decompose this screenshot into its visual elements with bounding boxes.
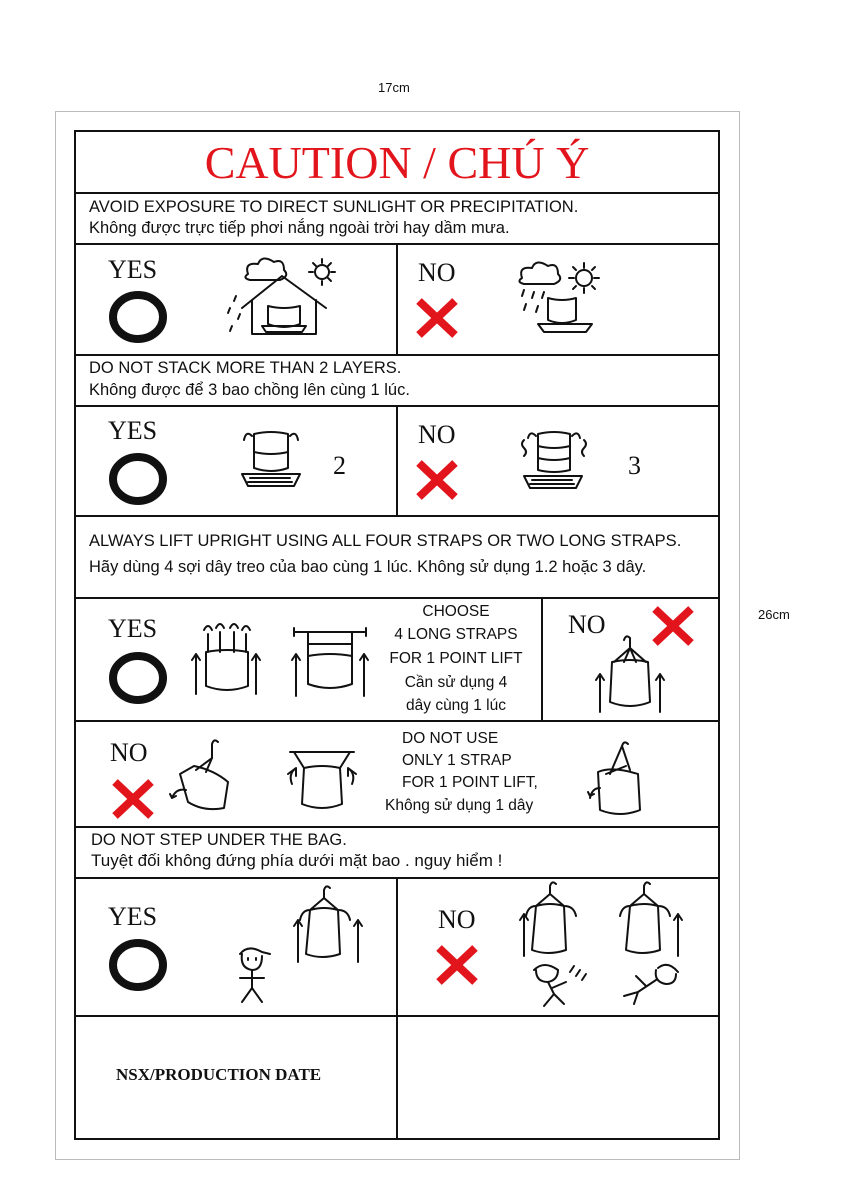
row-divider <box>74 597 720 599</box>
no-cross-icon <box>110 777 156 821</box>
width-dimension-label: 17cm <box>378 80 410 95</box>
row-divider <box>74 192 720 194</box>
lift-text-en: ALWAYS LIFT UPRIGHT USING ALL FOUR STRAPS OR TWO LONG STRAPS. <box>89 532 682 550</box>
two-long-strap-lift-icon <box>288 620 372 700</box>
bag-in-rain-sun-icon <box>516 260 606 336</box>
choose-line: 4 LONG STRAPS <box>394 626 518 643</box>
column-divider <box>396 243 398 354</box>
exposure-text-vi: Không được trực tiếp phơi nắng ngoài trời hay dầm mưa. <box>89 219 510 237</box>
bag-under-roof-icon <box>218 256 343 338</box>
yes-circle-icon <box>108 452 168 506</box>
column-divider <box>541 597 543 720</box>
yes-circle-icon <box>108 651 168 705</box>
step-text-en: DO NOT STEP UNDER THE BAG. <box>91 831 347 849</box>
column-divider <box>396 405 398 515</box>
worker-icon <box>232 944 272 1006</box>
four-strap-lift-icon <box>190 618 262 700</box>
no-cross-icon <box>414 458 460 502</box>
no-cross-icon <box>414 296 460 340</box>
no-label: NO <box>418 258 456 287</box>
yes-circle-icon <box>108 290 168 344</box>
no-single-strap-line: Không sử dụng 1 dây <box>385 797 534 814</box>
four-strap-lift-icon <box>516 880 594 960</box>
no-cross-icon <box>434 943 480 987</box>
stack-yes-count: 2 <box>333 451 346 480</box>
production-date-label: NSX/PRODUCTION DATE <box>116 1065 322 1084</box>
caution-title: CAUTION / CHÚ Ý <box>204 137 590 188</box>
one-strap-lift-icon <box>166 738 242 816</box>
yes-label: YES <box>108 416 158 445</box>
no-single-strap-line: FOR 1 POINT LIFT, <box>402 774 538 791</box>
worker-icon <box>618 960 684 1008</box>
yes-circle-icon <box>108 938 168 992</box>
lift-text-vi: Hãy dùng 4 sợi dây treo của bao cùng 1 lúc. Không sử dụng 1.2 hoặc 3 dây. <box>89 558 647 576</box>
stack-text-vi: Không được để 3 bao chồng lên cùng 1 lúc. <box>89 381 410 399</box>
no-label: NO <box>110 738 148 767</box>
no-single-strap-line: ONLY 1 STRAP <box>402 752 512 769</box>
three-stacked-bags-icon <box>514 428 594 494</box>
production-date-field[interactable] <box>398 1017 718 1138</box>
row-divider <box>74 720 720 722</box>
step-text-vi: Tuyệt đối không đứng phía dưới mặt bao . nguy hiểm ! <box>91 851 503 870</box>
no-label: NO <box>568 610 606 639</box>
choose-line: Cần sử dụng 4 <box>404 674 508 691</box>
one-strap-lift-icon <box>586 740 654 818</box>
four-strap-lift-icon <box>290 884 370 968</box>
height-dimension-label: 26cm <box>758 607 790 622</box>
no-single-strap-line: DO NOT USE <box>402 730 499 747</box>
yes-label: YES <box>108 255 158 284</box>
choose-line: dây cùng 1 lúc <box>406 697 506 714</box>
stack-text-en: DO NOT STACK MORE THAN 2 LAYERS. <box>89 359 402 377</box>
one-strap-lift-icon <box>284 744 360 816</box>
yes-label: YES <box>108 902 158 931</box>
stack-no-count: 3 <box>628 451 641 480</box>
choose-line: FOR 1 POINT LIFT <box>389 650 523 667</box>
no-label: NO <box>438 905 476 934</box>
no-label: NO <box>418 420 456 449</box>
row-divider <box>74 354 720 356</box>
one-strap-lift-icon <box>592 634 668 716</box>
yes-label: YES <box>108 614 158 643</box>
worker-icon <box>530 960 594 1010</box>
four-strap-lift-icon <box>616 880 688 960</box>
two-stacked-bags-icon <box>238 428 304 492</box>
choose-line: CHOOSE <box>422 603 490 620</box>
row-divider <box>74 826 720 828</box>
exposure-text-en: AVOID EXPOSURE TO DIRECT SUNLIGHT OR PRECIPITATION. <box>89 198 579 216</box>
row-divider <box>74 515 720 517</box>
